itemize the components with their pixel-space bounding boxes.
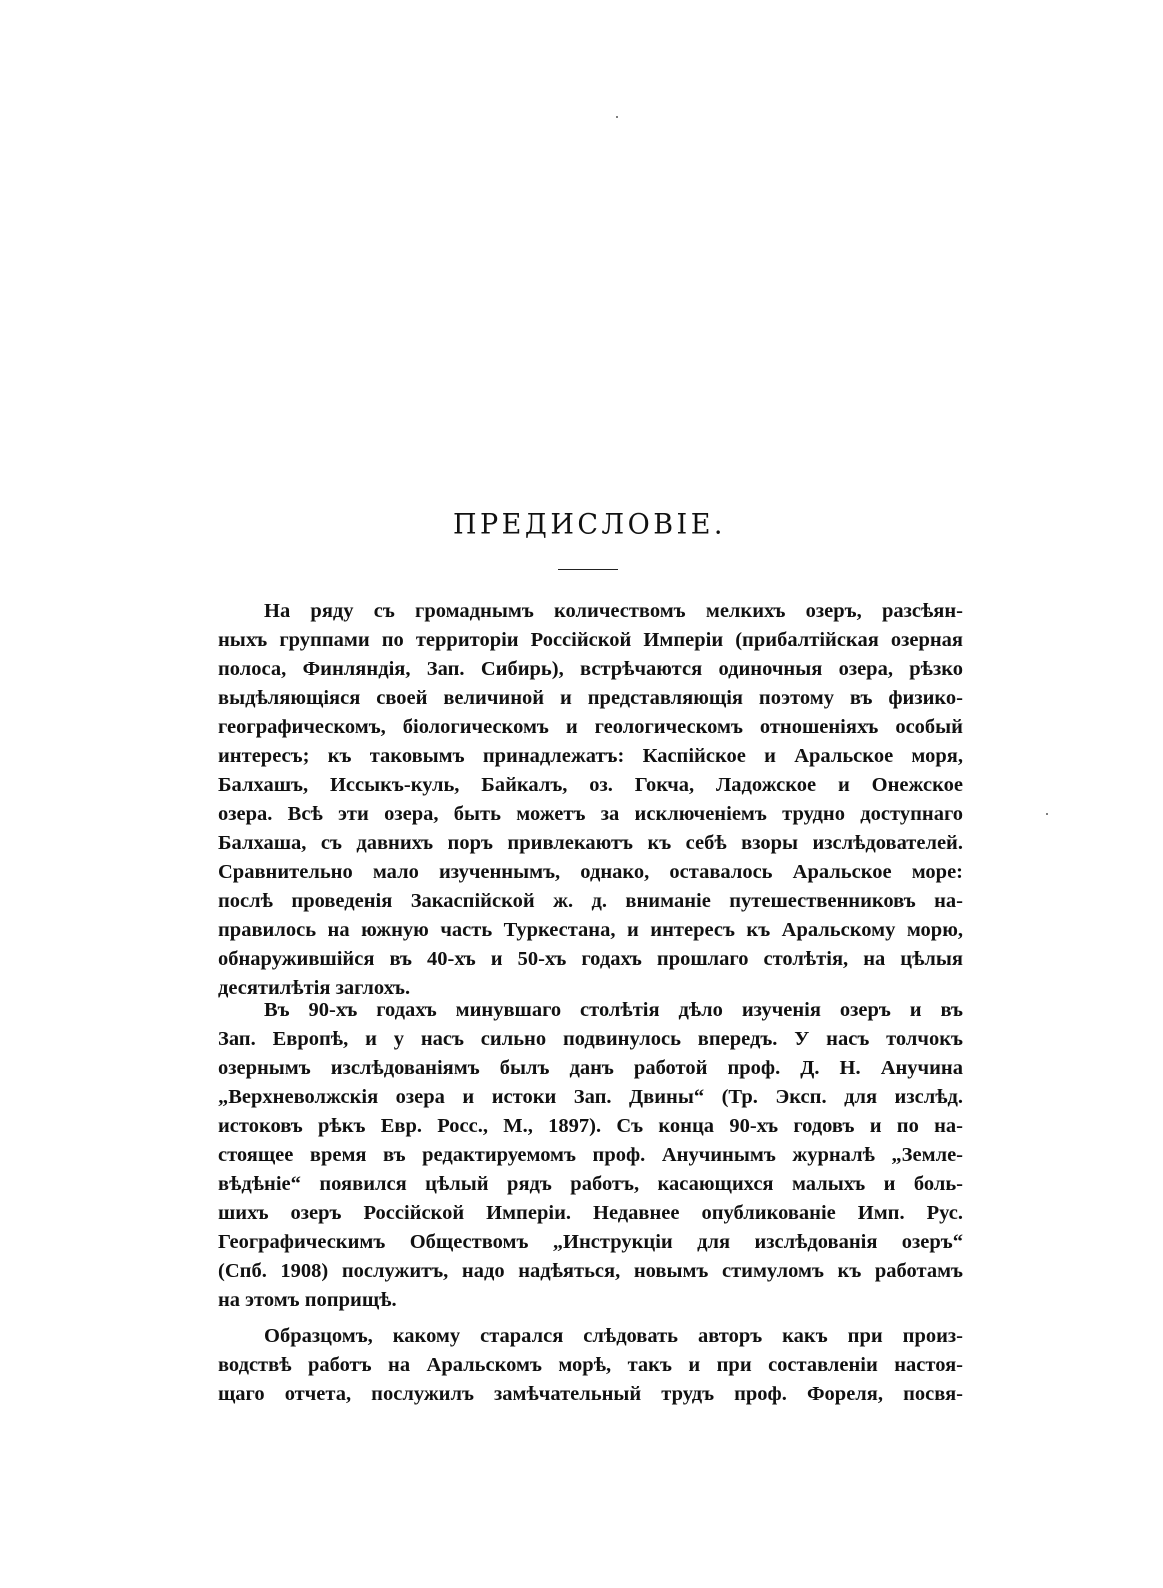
paragraph-1: [218, 597, 963, 1003]
text-line: озернымъ изслѣдованіямъ былъ данъ работой проф. Д. Н. Анучина: [218, 1057, 963, 1079]
text-line: обнаружившійся въ 40-хъ и 50-хъ годахъ прошлаго столѣтія, на цѣлыя: [218, 948, 963, 970]
text-line: вѣдѣніе“ появился цѣлый рядъ работъ, касающихся малыхъ и боль-: [218, 1173, 963, 1195]
paragraph-2: [218, 996, 963, 1315]
scan-speck: [1046, 813, 1048, 815]
text-line: Сравнительно мало изученнымъ, однако, оставалось Аральское море:: [218, 861, 963, 883]
text-line: озера. Всѣ эти озера, быть можетъ за исключеніемъ трудно доступнаго: [218, 803, 963, 825]
text-line: (Спб. 1908) послужитъ, надо надѣяться, новымъ стимуломъ къ работамъ: [218, 1260, 963, 1282]
text-line: десятилѣтія заглохъ.: [218, 977, 411, 999]
text-line: полоса, Финляндія, Зап. Сибирь), встрѣчаются одиночныя озера, рѣзко: [218, 658, 963, 680]
text-line: щаго отчета, послужилъ замѣчательный трудъ проф. Фореля, посвя-: [218, 1383, 963, 1405]
scan-speck: [616, 116, 618, 118]
text-line: шихъ озеръ Россійской Имперіи. Недавнее опубликованіе Имп. Рус.: [218, 1202, 963, 1224]
text-line: водствѣ работъ на Аральскомъ морѣ, такъ и при составленіи настоя-: [218, 1354, 963, 1376]
text-line: ныхъ группами по территоріи Россійской Имперіи (прибалтійская озерная: [218, 629, 963, 651]
text-line: географическомъ, біологическомъ и геологическомъ отношеніяхъ особый: [218, 716, 963, 738]
text-line: Балхашъ, Иссыкъ-куль, Байкалъ, оз. Гокча, Ладожское и Онежское: [218, 774, 963, 796]
paragraph-3: [218, 1322, 963, 1409]
text-line: Въ 90-хъ годахъ минувшаго столѣтія дѣло изученія озеръ и въ: [264, 999, 963, 1021]
title-rule: [558, 569, 618, 570]
text-line: интересъ; къ таковымъ принадлежатъ: Каспійское и Аральское моря,: [218, 745, 963, 767]
text-line: Географическимъ Обществомъ „Инструкціи для изслѣдованія озеръ“: [218, 1231, 963, 1253]
text-line: „Верхневолжскія озера и истоки Зап. Двины“ (Тр. Эксп. для изслѣд.: [218, 1086, 963, 1108]
text-line: на этомъ поприщѣ.: [218, 1289, 397, 1311]
text-line: На ряду съ громаднымъ количествомъ мелкихъ озеръ, разсѣян-: [264, 600, 963, 622]
text-line: стоящее время въ редактируемомъ проф. Анучинымъ журналѣ „Земле-: [218, 1144, 963, 1166]
text-line: послѣ проведенія Закаспійской ж. д. вниманіе путешественниковъ на-: [218, 890, 963, 912]
text-line: Образцомъ, какому старался слѣдовать авторъ какъ при произ-: [264, 1325, 963, 1347]
text-line: Зап. Европѣ, и у насъ сильно подвинулось впередъ. У насъ толчокъ: [218, 1028, 963, 1050]
text-line: правилось на южную часть Туркестана, и интересъ къ Аральскому морю,: [218, 919, 963, 941]
text-line: Балхаша, съ давнихъ поръ привлекаютъ къ себѣ взоры изслѣдователей.: [218, 832, 963, 854]
text-line: выдѣляющіяся своей величиной и представляющія поэтому въ физико-: [218, 687, 963, 709]
text-line: истоковъ рѣкъ Евр. Росс., М., 1897). Съ конца 90-хъ годовъ и по на-: [218, 1115, 963, 1137]
page-title: ПРЕДИСЛОВІЕ.: [452, 508, 727, 541]
